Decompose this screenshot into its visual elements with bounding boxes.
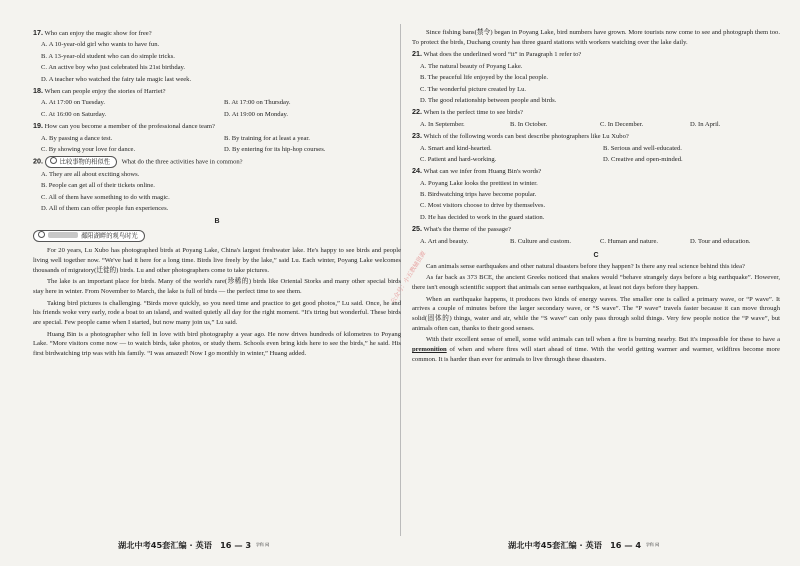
question-number: 19.: [33, 121, 43, 131]
question-number: 25.: [412, 224, 422, 234]
question-number: 24.: [412, 166, 422, 176]
question-20: [33, 156, 401, 168]
tag-bar: [48, 232, 78, 238]
passage-c-paragraph: [412, 335, 780, 364]
option-b: B. At 17:00 on Thursday.: [224, 99, 291, 107]
underlined-word: premonition: [412, 345, 447, 353]
option-d: D. Tour and education.: [690, 237, 751, 245]
topic-tag: [33, 230, 145, 242]
option-c: C. At 16:00 on Saturday.: [41, 110, 107, 118]
options-grid: [420, 237, 780, 248]
option-c: C. An active boy who just celebrated his 21st birthday.: [41, 64, 186, 72]
option-c: C. All of them have something to do with magic.: [41, 193, 170, 201]
passage-c-paragraph: When an earthquake happens, it produces two kinds of energy waves. The smaller one is called a primary wave, or “P wave”. It arrives a couple of minutes before the larger secondary wave, or “S wave”. The “P wave” travels faster because it can move through solid(固体的) things, water and air, while the “S wave” can only pass through solid things. Very few people notice the “P wave”, but animals often can, thanks to their good senses.: [412, 295, 780, 332]
question-21: [412, 49, 780, 60]
question-number: 20.: [33, 156, 43, 166]
option-c: C. The wonderful picture created by Lu.: [420, 85, 527, 93]
question-number: 23.: [412, 131, 422, 141]
question-18: [33, 86, 401, 97]
option-b: B. The peaceful life enjoyed by the local people.: [420, 74, 549, 82]
footer-left: [118, 540, 269, 551]
question-number: 17.: [33, 28, 43, 37]
passage-c-paragraph: As far back as 373 BCE, the ancient Greeks noticed that snakes would “behave strangely days before a big earthquake”. However, there isn't enough scientific support that animals can sense earthquakes, at least not days before they happen.: [412, 274, 780, 291]
question-text: What's the theme of the passage?: [423, 226, 511, 234]
option-a: A. Poyang Lake looks the prettiest in winter.: [420, 179, 538, 187]
option-b: B. Serious and well-educated.: [603, 144, 682, 152]
option-a: A. By passing a dance test.: [41, 134, 113, 142]
options-grid: [41, 98, 401, 121]
option-c: C. Patient and hard-working.: [420, 155, 497, 163]
footer-text: 湖北中考45套汇编 · 英语 16 — 4: [508, 540, 642, 550]
footer-right: [508, 540, 659, 551]
option-d: D. The good relationship between people and birds.: [420, 96, 557, 104]
option-b: B. By training for at least a year.: [224, 134, 310, 142]
passage-b-paragraph: Huang Bin is a photographer who fell in love with bird photography a year ago. He now drives hundreds of kilometres to Poyang Lake. “More visitors come now — to watch birds, take photos, or study them. Schools even bring kids here to see the birds,” he said. His first birdwatching trip was with his family. “I was amazed! Now I go monthly in winter,” Huang added.: [33, 330, 401, 357]
passage-c-paragraph: Can animals sense earthquakes and other natural disasters before they happen? Is there any real science behind this idea?: [426, 262, 745, 270]
question-17: [33, 28, 401, 39]
section-heading-b: B: [214, 217, 220, 225]
option-a: A. Art and beauty.: [420, 237, 469, 245]
option-a: A. In September.: [420, 120, 465, 128]
skill-tag-label: 比较事物的相似性: [59, 158, 111, 166]
option-a: A. At 17:00 on Tuesday.: [41, 99, 106, 107]
question-25: [412, 224, 780, 235]
option-d: D. At 19:00 on Monday.: [224, 110, 289, 118]
question-text: When is the perfect time to see birds?: [423, 109, 523, 117]
passage-b-paragraph: The lake is an important place for birds. Many of the world's rare(珍稀的) birds like Oriental Storks and many other special birds stay here in winter. From November to March, the lake is full of birds — the perfect time to see them.: [33, 278, 401, 296]
question-text: Which of the following words can best describe photographers like Lu Xubo?: [423, 133, 629, 141]
question-24: [412, 166, 780, 177]
question-19: [33, 121, 401, 132]
footer-logo: 学科 网: [255, 542, 270, 548]
option-b: B. People can get all of their tickets online.: [41, 182, 155, 190]
question-number: 21.: [412, 49, 422, 59]
option-b: B. Birdwatching trips have become popular.: [420, 191, 537, 199]
option-d: D. By entering for its hip-hop courses.: [224, 145, 326, 153]
option-a: A. The natural beauty of Poyang Lake.: [420, 62, 523, 70]
topic-tag-label: 鄱阳湖畔的观鸟时光: [81, 232, 138, 240]
question-22: [412, 107, 780, 118]
options-grid: [420, 144, 780, 167]
option-d: D. A teacher who watched the fairy tale magic last week.: [41, 75, 192, 83]
paragraph-text: of when and where fires will start ahead of time. With the world getting warmer and warmer, wildfires become more common. It is harder than ever for animals to live through these disasters.: [412, 345, 780, 363]
option-b: B. A 13-year-old student who can do simple tricks.: [41, 52, 175, 60]
option-c: C. Human and nature.: [600, 237, 659, 245]
option-d: D. Creative and open-minded.: [603, 155, 683, 163]
paragraph-text: With their excellent sense of smell, some wild animals can tell when a fire is burning nearby. But it's impossible for these to have a: [426, 336, 780, 344]
question-text: What does the underlined word “it” in Paragraph 1 refer to?: [423, 51, 582, 59]
right-page: [412, 28, 780, 366]
section-heading-c: C: [593, 252, 599, 260]
passage-b-paragraph: Since fishing bans(禁令) began in Poyang Lake, bird numbers have grown. More tourists now come to see and photograph them too. To protect the birds, Duchang county has three guard stations with workers watching over the lake daily.: [412, 29, 780, 46]
option-c: C. Most visitors choose to drive by themselves.: [420, 202, 546, 210]
option-c: C. By showing your love for dance.: [41, 145, 136, 153]
option-a: A. Smart and kind-hearted.: [420, 144, 492, 152]
question-number: 22.: [412, 107, 422, 117]
question-text: What do the three activities have in common?: [121, 158, 243, 166]
option-a: A. They are all about exciting shows.: [41, 171, 140, 179]
option-a: A. A 10-year-old girl who wants to have fun.: [41, 41, 160, 49]
option-d: D. In April.: [690, 120, 721, 128]
question-text: When can people enjoy the stories of Harriet?: [44, 87, 166, 95]
watermark: 公众号：小五教辅资源: [389, 250, 428, 305]
passage-b-paragraph: For 20 years, Lu Xubo has photographed birds at Poyang Lake, China's largest freshwater lake. He's happy to see birds and people living well together now. “We've had it here for a long time. Birds live freely by the lake,” said Lu. Each winter, Poyang Lake welcomes thousands of migratory(迁徙的) birds. Lu and other photographers come to take pictures.: [33, 247, 401, 274]
footer-text: 湖北中考45套汇编 · 英语 16 — 3: [118, 540, 252, 550]
tag-dot-icon: [50, 157, 57, 164]
options-grid: [420, 120, 780, 131]
option-d: D. All of them can offer people fun experiences.: [41, 205, 169, 213]
tag-dot-icon: [38, 231, 45, 238]
option-b: B. In October.: [510, 120, 548, 128]
passage-b-topic: [33, 230, 401, 242]
question-text: Who can enjoy the magic show for free?: [44, 30, 152, 37]
question-number: 18.: [33, 85, 43, 95]
passage-b-paragraph: Taking bird pictures is challenging. “Birds move quickly, so you need time and practice to get good photos,” Lu said. Once, he and his friends woke very early, rode a boat to an island, and waited quietly all day for the right moment. “It's tiring but wonderful. These birds are special. Few people came when I started, but now many join us,” Lu said.: [33, 299, 401, 326]
question-text: What can we infer from Huang Bin's words?: [423, 168, 542, 176]
question-23: [412, 131, 780, 142]
options-grid: [41, 134, 401, 157]
left-page: [33, 28, 401, 361]
option-d: D. He has decided to work in the guard station.: [420, 213, 545, 221]
question-text: How can you become a member of the professional dance team?: [44, 123, 215, 131]
option-b: B. Culture and custom.: [510, 237, 571, 245]
option-c: C. In December.: [600, 120, 644, 128]
footer-logo: 学科 网: [645, 542, 660, 548]
skill-tag: [45, 156, 117, 168]
